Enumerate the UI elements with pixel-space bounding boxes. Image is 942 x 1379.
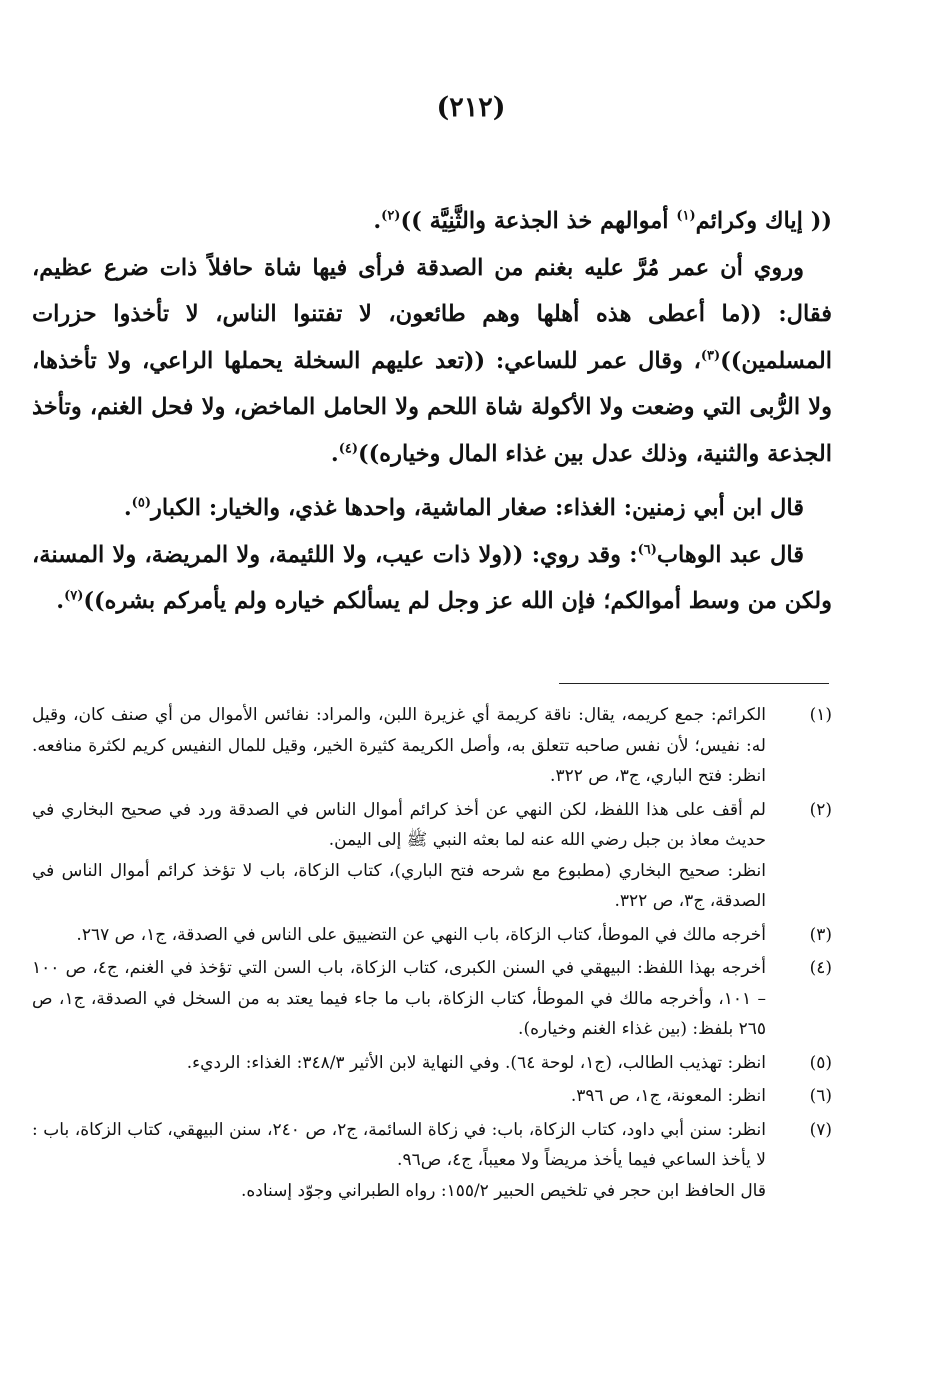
paragraph-1-text: (( إياك وكرائم — [695, 208, 832, 234]
footnote-number: (٦) — [809, 1086, 832, 1106]
footnote-6 — [32, 1081, 832, 1112]
footnote-text — [32, 1048, 766, 1079]
footnote-ref-6: (٦) — [637, 542, 657, 557]
paragraph-1-end: . — [373, 208, 382, 234]
footnote-ref-2: (٢) — [381, 208, 401, 224]
paragraph-4 — [32, 532, 832, 625]
footnote-1 — [32, 700, 832, 792]
paragraph-4-text: قال عبد الوهاب — [656, 541, 804, 568]
footnote-number: (٥) — [809, 1052, 832, 1073]
footnote-7 — [32, 1115, 832, 1207]
footnote-ref-4: (٤) — [338, 441, 359, 456]
footnote-line: انظر: صحيح البخاري (مطبوع مع شرحه فتح الباري)، كتاب الزكاة، باب لا تؤخذ كرائم أموال الناس في الصدقة، ج٣، ص ٣٢٢. — [32, 860, 766, 911]
footnote-number: (٤) — [809, 958, 832, 978]
paragraph-1-text-cont: أموالهم خذ الجذعة والثَّنِيَّة )) — [400, 208, 677, 234]
footnote-text — [32, 1081, 766, 1112]
main-text — [32, 198, 832, 625]
footnote-text — [32, 700, 766, 792]
footnote-line: قال الحافظ ابن حجر في تلخيص الحبير ١٥٥/٢: رواه الطبراني وجوّد إسناده. — [240, 1180, 766, 1201]
footnote-text — [32, 953, 766, 1045]
footnote-4 — [32, 953, 832, 1045]
paragraph-2-end: . — [330, 440, 339, 467]
footnote-text — [32, 795, 766, 917]
footnote-2 — [32, 795, 832, 917]
footnote-divider — [559, 683, 829, 684]
footnote-line: الكرائم: جمع كريمه، يقال: ناقة كريمة أي غزيرة اللبن، والمراد: نفائس الأموال من أي صنف كان، وقيل له: نفيس؛ لأن نفس صاحبه تتعلق به، وأصل الكريمة كثيرة الخير، وقيل للمال النفيس كريم لكثرة منافعه. انظر: فتح الباري، ج٣، ص ٣٢٢. — [32, 705, 766, 786]
footnote-line: أخرجه بهذا اللفظ: البيهقي في السنن الكبرى، كتاب الزكاة، باب السن التي تؤخذ في الغنم، ج٤، ص ١٠٠ – ١٠١، وأخرجه مالك في الموطأ، كتاب الزكاة، باب ما جاء فيما يعتد به من السخل في الصدقة، ج١، ص ٢٦٥ بلفظ: (بين غذاء الغنم وخياره). — [32, 958, 766, 1039]
paragraph-2-text-cont: ، وقال عمر للساعي: ((تعد عليهم السخلة يحملها الراعي، ولا تأخذها، ولا الرُّبى التي وضعت ولا الأكولة شاة اللحم ولا الحامل الماخض، ولا فحل الغنم، وتأخذ الجذعة والثنية، وذلك عدل بين غذاء المال وخياره)) — [32, 347, 832, 467]
footnote-3 — [32, 920, 832, 951]
footnote-number: (١) — [809, 705, 832, 725]
footnote-line: انظر: المعونة، ج١، ص ٣٩٦. — [570, 1086, 766, 1106]
footnote-number: (٣) — [809, 924, 832, 945]
paragraph-3 — [32, 485, 832, 532]
paragraph-4-end: . — [56, 588, 65, 614]
footnote-number: (٢) — [809, 799, 832, 820]
paragraph-3-end: . — [123, 495, 132, 521]
footnote-text — [32, 920, 766, 951]
page-number: (٢١٢) — [436, 92, 506, 123]
footnote-ref-5: (٥) — [131, 495, 151, 511]
footnote-ref-1: (١) — [676, 208, 696, 224]
footnote-ref-7: (٧) — [64, 588, 84, 604]
footnote-5 — [32, 1048, 832, 1079]
footnotes — [32, 700, 832, 1209]
footnote-text — [32, 1115, 766, 1207]
paragraph-4-text-cont: : وقد روي: ((ولا ذات عيب، ولا اللئيمة، ولا المريضة، ولا المسنة، ولكن من وسط أموالكم؛ فإن الله عز وجل لم يسألكم خياره ولم يأمركم بشره)) — [32, 541, 832, 614]
footnote-number: (٧) — [809, 1119, 832, 1140]
paragraph-3-text: قال ابن أبي زمنين: الغذاء: صغار الماشية، واحدها غذي، والخيار: الكبار — [150, 495, 804, 521]
paragraph-1 — [32, 198, 832, 245]
footnote-ref-3: (٣) — [700, 348, 721, 363]
paragraph-2-text: وروي أن عمر مُرَّ عليه بغنم من الصدقة فرأى فيها شاة حافلاً ذات ضرع عظيم، فقال: ((ما أعطى هذه أهلها وهم طائعون، لا تفتنوا الناس، لا تأخذوا حزرات المسلمين)) — [32, 254, 832, 374]
footnote-line: لم أقف على هذا اللفظ، لكن النهي عن أخذ كرائم أموال الناس في الصدقة ورد في صحيح البخاري في حديث معاذ بن جبل رضي الله عنه لما بعثه النبي ﷺ إلى اليمن. — [32, 799, 766, 850]
footnote-line: أخرجه مالك في الموطأ، كتاب الزكاة، باب النهي عن التضييق على الناس في الصدقة، ج١، ص ٢٦٧. — [76, 924, 766, 945]
paragraph-2 — [32, 245, 832, 478]
footnote-line: انظر: تهذيب الطالب، (ج١، لوحة ٦٤). وفي النهاية لابن الأثير ٣٤٨/٣: الغذاء: الرديء. — [186, 1052, 766, 1073]
footnote-line: انظر: سنن أبي داود، كتاب الزكاة، باب: في زكاة السائمة، ج٢، ص ٢٤٠، سنن البيهقي، كتاب الزكاة، باب : لا يأخذ الساعي فيما يأخذ مريضاً ولا معيباً، ج٤، ص٩٦. — [32, 1119, 766, 1170]
